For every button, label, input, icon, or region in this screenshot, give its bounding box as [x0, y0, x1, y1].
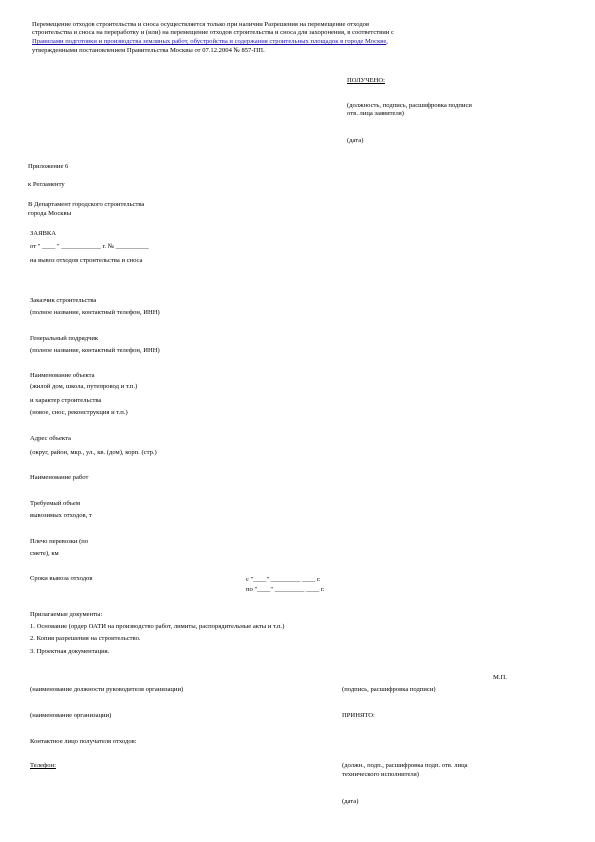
application-subject: на вывоз отходов строительства и сноса — [30, 257, 143, 264]
appendix-title: Приложение 6 — [28, 163, 69, 170]
contact-person-label: Контактное лицо получателя отходов: — [30, 738, 137, 745]
received-signature-hint-2: отв. лица заявителя) — [347, 110, 404, 117]
attachment-item: 3. Проектная документация. — [30, 648, 110, 655]
volume-label-2: вывозимых отходов, т — [30, 512, 92, 519]
customer-hint: (полное название, контактный телефон, ИНН) — [30, 309, 160, 316]
intro-line-2: строительства и сноса на переработку и (или) на перемещение отходов строительства и сноса для захоронения, в соответствии с — [32, 29, 394, 36]
address-hint: (округ, район, мкр., ул., кв. (дом), корп. (стр.) — [30, 449, 157, 456]
application-date-line: от " ____ " ____________ г. № __________ — [30, 243, 149, 250]
regulations-link-text[interactable]: Правилами подготовки и производства земляных работ, обустройства и содержания строительных площадок в городе Москве — [32, 38, 387, 45]
head-signature-hint: (подпись, расшифровка подписи) — [342, 686, 436, 693]
construction-type-hint: (новое, снос, реконструкция и т.п.) — [30, 409, 128, 416]
organization-hint: (наименование организации) — [30, 712, 112, 719]
attachment-item: 2. Копия разрешения на строительство. — [30, 635, 141, 642]
distance-label-2: смете), км — [30, 550, 59, 557]
construction-type-label: и характер строительства — [30, 397, 102, 404]
deadline-to: по "____" _________ ____ г. — [246, 586, 325, 593]
object-name-label: Наименование объекта — [30, 372, 95, 379]
tech-signature-hint-1: (должн., подп., расшифровка подп. отв. лица — [342, 762, 468, 769]
distance-label-1: Плечо перевозки (по — [30, 538, 89, 545]
phone-label: Телефон: — [30, 762, 56, 769]
application-title: ЗАЯВКА — [30, 230, 57, 237]
contractor-label: Генеральный подрядчик — [30, 335, 99, 342]
address-label: Адрес объекта — [30, 435, 71, 442]
volume-label-1: Требуемый объем — [30, 500, 81, 507]
received-date-hint: (дата) — [347, 137, 364, 144]
received-signature-hint-1: (должность, подпись, расшифровка подписи — [347, 102, 472, 109]
accepted-title: ПРИНЯТО: — [342, 712, 375, 719]
contractor-hint: (полное название, контактный телефон, ИНН) — [30, 347, 160, 354]
deadline-from: с "____" _________ ____ г. — [246, 576, 321, 583]
department-line-1: В Департамент городского строительства — [28, 201, 145, 208]
regulations-link[interactable]: Правилами подготовки и производства земляных работ, обустройства и содержания строительных площадок в городе Москве, — [32, 38, 388, 45]
stamp-mark: М.П. — [493, 674, 507, 681]
works-name-label: Наименование работ — [30, 474, 89, 481]
customer-label: Заказчик строительства — [30, 297, 97, 304]
intro-line-1: Перемещение отходов строительства и сноса осуществляется только при наличии Разрешения на перемещение отходов — [32, 21, 370, 28]
attachment-item: 1. Основание (ордер ОАТИ на производство работ, лимиты, распорядительные акты и т.п.) — [30, 623, 285, 630]
appendix-regulation: к Регламенту — [28, 181, 65, 188]
received-title: ПОЛУЧЕНО: — [347, 77, 386, 84]
object-name-hint: (жилой дом, школа, путепровод и т.п.) — [30, 383, 138, 390]
tech-date-hint: (дата) — [342, 798, 359, 805]
tech-signature-hint-2: технического исполнителя) — [342, 771, 419, 778]
attachments-title: Прилагаемые документы: — [30, 611, 103, 618]
department-line-2: города Москвы — [28, 210, 72, 217]
deadline-label: Сроки вывоза отходов — [30, 575, 93, 582]
head-position-hint: (наименование должности руководителя организации) — [30, 686, 184, 693]
intro-line-4: утвержденными постановлением Правительства Москвы от 07.12.2004 № 857-ПП. — [32, 47, 265, 54]
